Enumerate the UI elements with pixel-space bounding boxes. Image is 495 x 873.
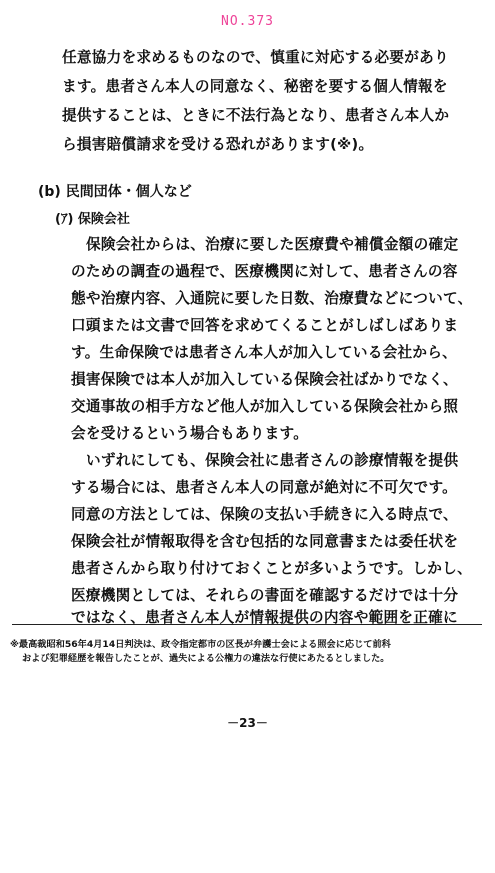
paragraph-line: 態や治療内容、入通院に要した日数、治療費などについて、 <box>71 290 473 307</box>
section-b-heading: (b) 民間団体・個人など <box>38 184 192 200</box>
paragraph-line: 口頭または文書で回答を求めてくることがしばしばありま <box>71 317 459 334</box>
paragraph-line: いずれにしても、保険会社に患者さんの診療情報を提供 <box>86 452 459 469</box>
paragraph-line: 損害保険では本人が加入している保険会社ばかりでなく、 <box>71 371 458 388</box>
footnote-line: ※最高裁昭和56年4月14日判決は、政令指定都市の区長が弁護士会による照会に応じて前科 <box>10 639 391 650</box>
paragraph-line: 同意の方法としては、保険の支払い手続きに入る時点で、 <box>71 506 458 523</box>
paragraph-line: 保険会社からは、治療に要した医療費や補償金額の確定 <box>86 236 459 253</box>
footnote-line: および犯罪経歴を報告したことが、過失による公権力の違法な行使にあたるとしました。 <box>22 653 390 664</box>
page-number-header: NO.373 <box>221 14 274 29</box>
paragraph-line: する場合には、患者さん本人の同意が絶対に不可欠です。 <box>71 479 458 496</box>
paragraph-line: のための調査の過程で、医療機関に対して、患者さんの容 <box>71 263 458 280</box>
subsection-heading: (ｱ) 保険会社 <box>55 212 130 227</box>
intro-line: 任意協力を求めるものなので、慎重に対応する必要があり <box>62 49 449 66</box>
paragraph-line: 会を受けるという場合もあります。 <box>71 425 309 442</box>
paragraph-line: 交通事故の相手方など他人が加入している保険会社から照 <box>71 398 459 415</box>
paragraph-line: 保険会社が情報取得を含む包括的な同意書または委任状を <box>71 533 459 550</box>
intro-line: ら損害賠償請求を受ける恐れがあります(※)。 <box>62 136 374 153</box>
paragraph-line: 医療機関としては、それらの書面を確認するだけでは十分 <box>71 587 459 604</box>
paragraph-line: す。生命保険では患者さん本人が加入している会社から、 <box>71 344 458 361</box>
intro-line: 提供することは、ときに不法行為となり、患者さん本人か <box>62 107 450 124</box>
footnote-divider <box>12 624 482 625</box>
paragraph-line: 患者さんから取り付けておくことが多いようです。しかし、 <box>71 560 472 577</box>
page-number-footer: －23－ <box>227 716 268 730</box>
intro-line: ます。患者さん本人の同意なく、秘密を要する個人情報を <box>62 78 448 95</box>
paragraph-line: ではなく、患者さん本人が情報提供の内容や範囲を正確に <box>71 609 458 626</box>
